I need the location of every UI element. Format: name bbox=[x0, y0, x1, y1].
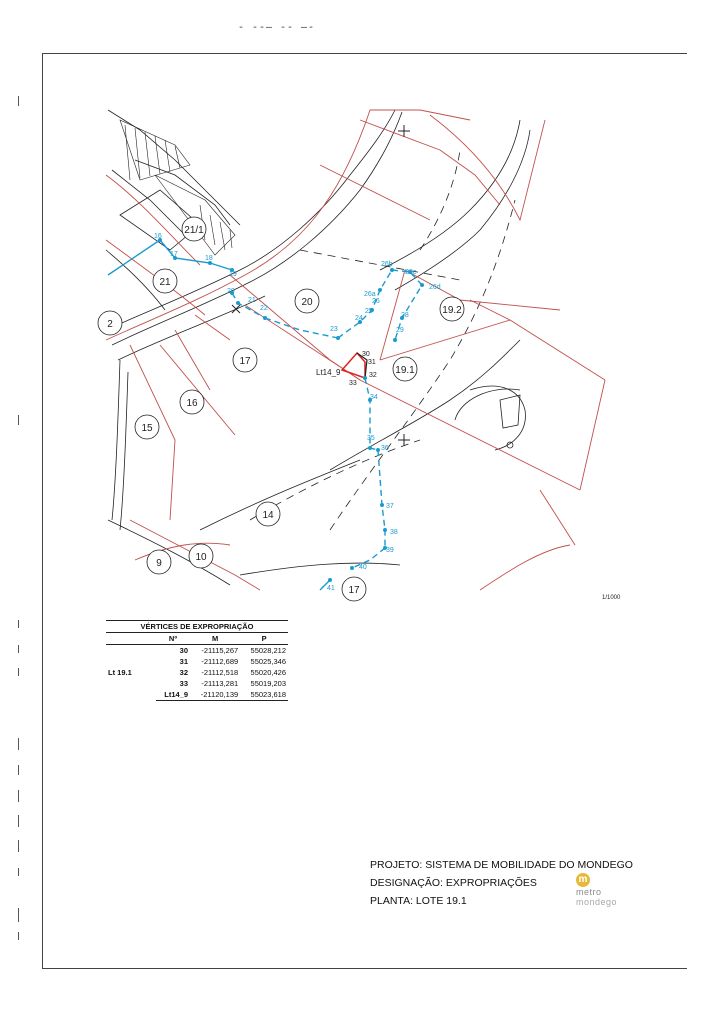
scale-label: 1/1000 bbox=[602, 595, 621, 601]
vertex-label: 38 bbox=[390, 529, 398, 536]
vertex-number: 33 bbox=[179, 679, 188, 688]
vertex-m: -21120,139 bbox=[190, 689, 240, 701]
designation-line: DESIGNAÇÃO: EXPROPRIAÇÕES bbox=[370, 877, 537, 889]
parcel-label: 17 bbox=[239, 356, 251, 367]
vertex-label: 26b bbox=[381, 261, 393, 268]
vertex-label: 21 bbox=[248, 297, 256, 304]
logo-text-mondego: mondego bbox=[576, 897, 618, 907]
logo-mark-icon: m bbox=[576, 873, 590, 887]
topography-lines bbox=[106, 110, 530, 585]
vertex-m: -21115,267 bbox=[201, 646, 239, 655]
vertex-m: -21112,518 bbox=[201, 668, 239, 677]
vertex-p: 55020,426 bbox=[250, 668, 286, 677]
parcel-label: 14 bbox=[262, 510, 274, 521]
parcel-label: 17 bbox=[348, 585, 360, 596]
vertex-p: 55028,212 bbox=[250, 646, 286, 655]
metro-mondego-logo bbox=[572, 873, 632, 913]
parcel-boundaries bbox=[106, 110, 605, 590]
vertex-label: 26 bbox=[372, 298, 380, 305]
vertex-label: 30 bbox=[362, 351, 370, 358]
vertex-label: 28 bbox=[401, 312, 409, 319]
vertex-label: 37 bbox=[386, 503, 394, 510]
vertex-p: 55023,618 bbox=[240, 689, 288, 701]
parcel-label: 2 bbox=[107, 319, 113, 330]
plan-line: PLANTA: LOTE 19.1 bbox=[370, 895, 467, 907]
table-title: VÉRTICES DE EXPROPRIAÇÃO bbox=[106, 621, 288, 633]
dashed-lines bbox=[250, 150, 515, 530]
vertex-label: 39 bbox=[386, 547, 394, 554]
vertex-m: -21112,689 bbox=[201, 657, 239, 666]
vertex-p: 55025,346 bbox=[250, 657, 286, 666]
parcel-label: 21 bbox=[159, 277, 171, 288]
vertex-label: 32 bbox=[369, 372, 377, 379]
vertex-label: 29 bbox=[396, 327, 404, 334]
table-header-n: Nº bbox=[156, 633, 190, 645]
parcel-label: 15 bbox=[141, 423, 153, 434]
vertex-label: 18 bbox=[205, 255, 213, 262]
vertex-label: 36 bbox=[381, 445, 389, 452]
parcel-label: 19.2 bbox=[442, 305, 462, 316]
parcel-label: 21/1 bbox=[184, 225, 204, 236]
table-header-p: P bbox=[240, 633, 288, 645]
vertex-label: 33 bbox=[349, 380, 357, 387]
vertex-label: 34 bbox=[370, 394, 378, 401]
vertex-number: 31 bbox=[179, 657, 188, 666]
vertex-number: 32 bbox=[179, 668, 188, 677]
vertex-label: 40 bbox=[359, 564, 367, 571]
vertex-m: -21113,281 bbox=[201, 679, 239, 688]
vertex-label: 31 bbox=[368, 359, 376, 366]
parcel-labels bbox=[107, 225, 462, 596]
vertex-label: 26c bbox=[405, 269, 417, 276]
lot-label: Lt14_9 bbox=[316, 368, 341, 377]
lot-cell: Lt 19.1 bbox=[108, 668, 132, 678]
vertex-label: 26a bbox=[364, 291, 376, 298]
vertex-label: 23 bbox=[330, 326, 338, 333]
vertex-label: 22 bbox=[260, 305, 268, 312]
header-marks: - --— -- —- bbox=[238, 23, 316, 34]
parcel-label: 9 bbox=[156, 558, 162, 569]
project-line: PROJETO: SISTEMA DE MOBILIDADE DO MONDEGO bbox=[370, 859, 633, 871]
logo-text-metro: metro bbox=[576, 887, 602, 897]
table-header-m: M bbox=[190, 633, 240, 645]
parcel-label: 16 bbox=[186, 398, 198, 409]
vertex-label: 24 bbox=[355, 315, 363, 322]
parcel-label: 10 bbox=[195, 552, 207, 563]
parcel-label: 20 bbox=[301, 297, 313, 308]
hatched-buildings bbox=[120, 120, 235, 255]
vertex-label: 35 bbox=[367, 435, 375, 442]
vertex-label: 16 bbox=[154, 233, 162, 240]
vertices-table bbox=[106, 620, 288, 701]
vertex-label: 20 bbox=[227, 288, 235, 295]
vertex-label: 41 bbox=[327, 585, 335, 592]
table-row bbox=[106, 645, 288, 657]
vertex-label: 25 bbox=[365, 308, 373, 315]
vertex-label: 19 bbox=[229, 271, 237, 278]
table-header-blank bbox=[106, 633, 156, 645]
vertex-label: 26d bbox=[429, 284, 441, 291]
vertex-number: 30 bbox=[179, 646, 188, 655]
parcel-label: 19.1 bbox=[395, 365, 415, 376]
vertex-label: 17 bbox=[170, 251, 178, 258]
vertex-number: Lt14_9 bbox=[156, 689, 190, 701]
vertex-p: 55019,203 bbox=[250, 679, 286, 688]
